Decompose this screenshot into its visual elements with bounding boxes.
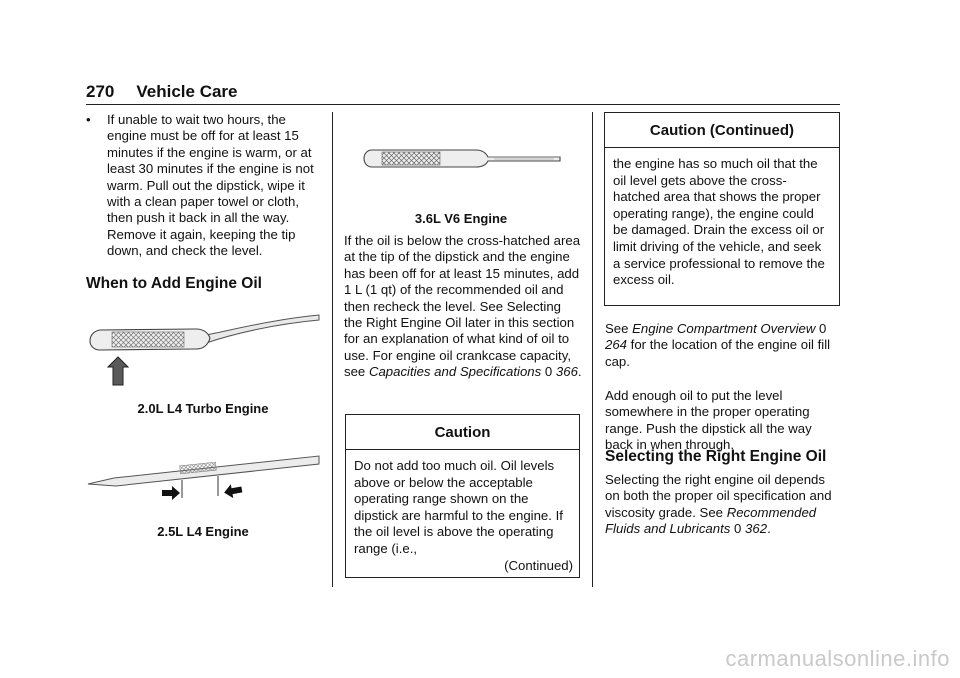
- page-ref-glyph: 0: [544, 364, 553, 380]
- heading-when-to-add: When to Add Engine Oil: [86, 275, 262, 292]
- bullet-text: If unable to wait two hours, the engine must be off for at least 15 minutes if the engine is warm, or at least 30 minutes if the engine is not warm. Pull out the dipstick, wipe it with a clean paper towel or cloth, then push it back in all the way. Remove it again, keeping the tip down, and check the level.: [107, 112, 314, 259]
- caution-text: Do not add too much oil. Oil levels above or below the acceptable operating range shown on the dipstick are harmful to the engine. If the oil level is above the operating range (i.e.,: [354, 458, 563, 556]
- header-rule: [86, 104, 840, 105]
- column-divider-1: [332, 112, 333, 587]
- page-ref-366[interactable]: 366: [555, 364, 578, 380]
- caution-title: Caution: [346, 415, 579, 450]
- paragraph-see-compartment: See Engine Compartment Overview 0 264 for the location of the engine oil fill cap.: [605, 321, 831, 369]
- paragraph-selecting: Selecting the right engine oil depends on both the proper oil specification and viscosity grade. See Recommended Fluids and Lubricants 0 362.: [605, 472, 832, 537]
- engine-compartment-link[interactable]: Engine Compartment Overview: [632, 321, 816, 336]
- paragraph-add-oil: If the oil is below the cross-hatched area at the tip of the dipstick and the engine has been off for at least 15 minutes, add 1 L (1 qt) of the recommended oil and then recheck the level. See Selecting the Right Engine Oil later in this section for an explanation of what kind of oil to use. For engine oil crankcase capacity, see Capacities and Specifications 0 366.: [344, 233, 582, 380]
- caution-continued-text: the engine has so much oil that the oil level gets above the cross-hatched area that shows the proper operating range), the engine could be damaged. Drain the excess oil or limit driving of the vehicle, and seek a service professional to remove the excess oil.: [613, 156, 825, 288]
- page-ref-362[interactable]: 362: [745, 521, 768, 537]
- page-ref-glyph: 0: [819, 321, 827, 336]
- column-divider-2: [592, 112, 593, 587]
- caption-2-5l: 2.5L L4 Engine: [157, 524, 249, 539]
- dipstick-illustration-3-6l: [364, 143, 560, 173]
- capacities-link[interactable]: Capacities and Specifications: [368, 364, 542, 380]
- bullet-item: [86, 112, 320, 260]
- dipstick-illustration-2-5l: [86, 450, 320, 500]
- recommended-fluids-link[interactable]: Recommended Fluids and Lubricants: [605, 504, 817, 537]
- section-title: Vehicle Care: [136, 82, 238, 101]
- caption-2-0l: 2.0L L4 Turbo Engine: [137, 401, 269, 416]
- watermark: carmanualsonline.info: [725, 646, 950, 671]
- heading-selecting-oil: Selecting the Right Engine Oil: [605, 448, 827, 465]
- paragraph-text: If the oil is below the cross-hatched area at the tip of the dipstick and the engine has been off for at least 15 minutes, add 1 L (1 qt) of the recommended oil and then recheck the level. See Selecting the Right Engine Oil later in this section for an explanation of what kind of oil to use. For engine oil crankcase capacity, see: [344, 233, 581, 380]
- dipstick-illustration-2-0l: [86, 305, 320, 397]
- caution-continued-title: Caution (Continued): [605, 113, 839, 148]
- page-ref-glyph: 0: [734, 521, 742, 537]
- continued-label: (Continued): [504, 557, 573, 573]
- caution-continued-box: [604, 112, 840, 306]
- page-number: 270: [86, 82, 115, 101]
- page-header: [86, 82, 238, 102]
- paragraph-add-enough: Add enough oil to put the level somewhere in the proper operating range. Push the dipstick all the way back in when through.: [605, 388, 812, 453]
- caution-box: [345, 414, 580, 578]
- page-ref-264[interactable]: 264: [605, 337, 628, 353]
- caption-3-6l: 3.6L V6 Engine: [414, 211, 508, 226]
- bullet-mark: •: [86, 112, 91, 127]
